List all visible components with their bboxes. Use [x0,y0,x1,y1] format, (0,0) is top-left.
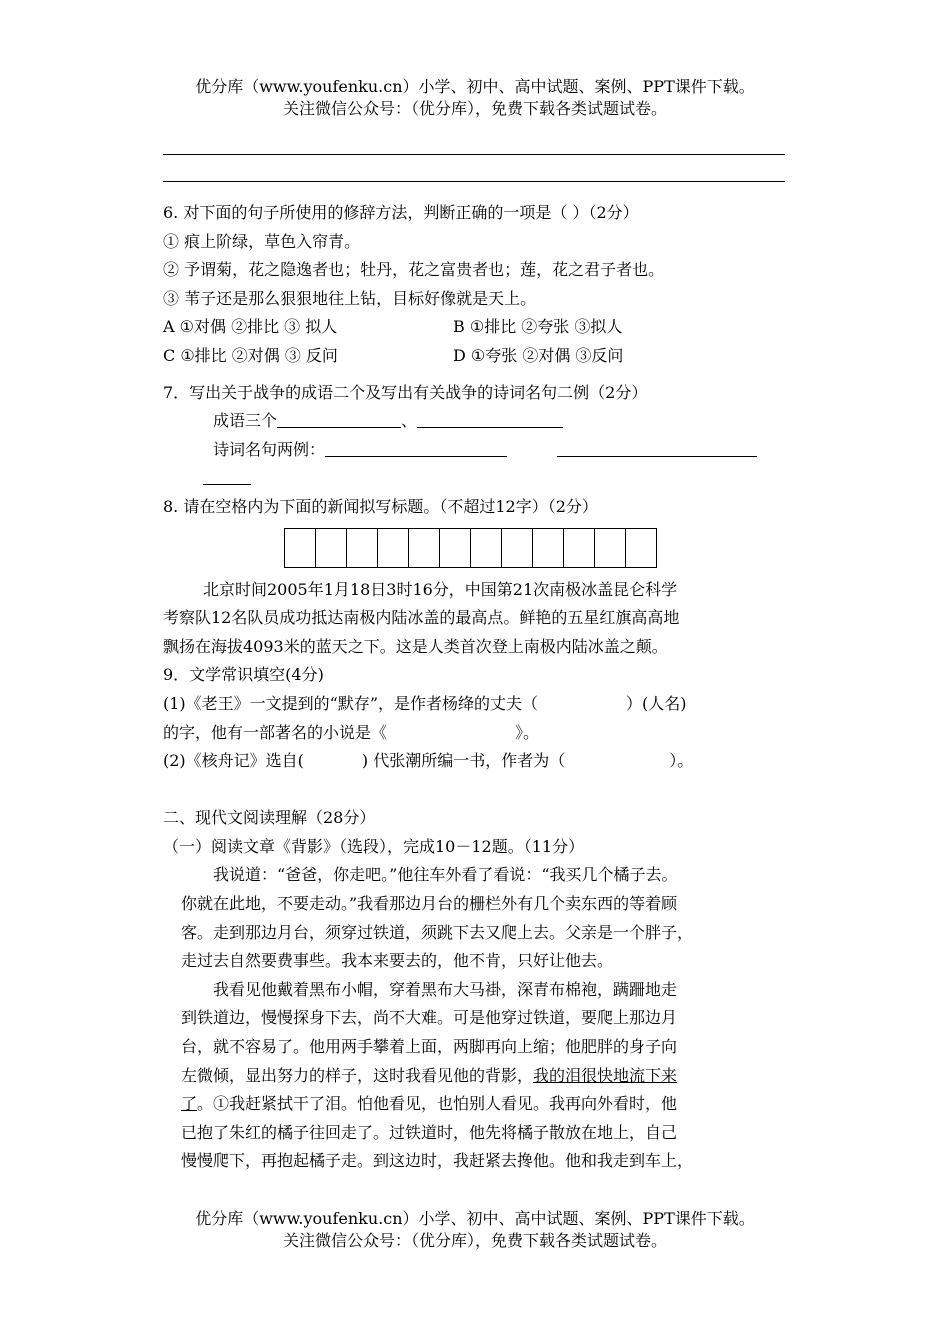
header-line-2: 关注微信公众号：（优分库），免费下载各类试题试卷。 [282,99,667,118]
page-footer [0,1208,950,1252]
q7-poem-line [163,436,787,465]
header-rule-2 [163,181,785,182]
passage-para-2-line-5-text: 。①我赶紧拭干了泪。怕他看见，也怕别人看见。我再向外看时，他 [197,1094,678,1114]
underlined-sentence: 我的泪很快地流下来 [533,1065,678,1085]
q7-poem-blank-continuation [163,464,787,493]
q9-part-2 [163,747,787,776]
q7-poem-blank-1[interactable] [325,438,507,457]
passage-para-2-line-2: 到铁道边，慢慢探身下去，尚不大难。可是他穿过铁道，要爬上那边月 [181,1008,678,1028]
passage-para-2-line-3: 台，就不容易了。他用两手攀着上面，两脚再向上缩；他肥胖的身子向 [181,1037,678,1057]
title-box[interactable] [594,528,626,568]
title-box[interactable] [532,528,564,568]
q7-poem-blank-2-tail[interactable] [203,466,251,485]
q6-option-a: A ①对偶 ②排比 ③ 拟人 [163,317,338,337]
q6-item-1: ① 痕上阶绿，草色入帘青。 [163,231,361,251]
q9-p2-text-a: (2)《核舟记》选自( [163,751,304,771]
q7-idiom-line [163,407,787,436]
title-box[interactable] [284,528,316,568]
title-box[interactable] [439,528,471,568]
title-box[interactable] [470,528,502,568]
q8-passage-line-3: 飘扬在海拔4093米的蓝天之下。这是人类首次登上南极内陆冰盖之颠。 [163,636,668,656]
q9-part-1-line-1 [163,690,787,719]
q7-stem: 7．写出关于战争的成语二个及写出有关战争的诗词名句二例（2分） [163,382,648,402]
passage-para-1-line-2: 你就在此地，不要走动。”我看那边月台的栅栏外有几个卖东西的等着顾 [181,894,678,914]
q7-idiom-separator: 、 [401,411,418,431]
q6-options-row-2 [163,342,787,371]
footer-line-2: 关注微信公众号：（优分库），免费下载各类试题试卷。 [282,1231,667,1250]
title-box[interactable] [377,528,409,568]
q6-option-d: D ①夸张 ②对偶 ③反问 [453,345,624,365]
passage-para-2-line-7: 慢慢爬下，再抱起橘子走。到这边时，我赶紧去搀他。他和我走到车上， [181,1151,694,1171]
passage-para-2-line-1: 我看见他戴着黑布小帽，穿着黑布大马褂，深青布棉袍，蹒跚地走 [213,979,678,999]
section-2-title: 二、现代文阅读理解（28分） [163,808,376,828]
title-box[interactable] [563,528,595,568]
q6-stem: 6. 对下面的句子所使用的修辞方法，判断正确的一项是（ ）（2分） [163,203,639,222]
q9-p2-text-b: ) 代张潮所编一书，作者为（ [361,751,566,771]
passage-para-2-line-4 [163,1062,787,1091]
passage-para-1-line-1: 我说道：“爸爸，你走吧。”他往车外看了看说：“我买几个橘子去。 [213,865,678,885]
title-box[interactable] [625,528,657,568]
passage-para-2-line-5 [163,1090,787,1119]
q9-p1-text-d: 》。 [515,722,540,742]
q9-part-1-line-2 [163,719,787,748]
q9-stem: 9．文学常识填空(4分) [163,665,324,685]
passage-para-1-line-4: 走过去自然要费事些。我本来要去的，他不肯，只好让他去。 [181,951,614,971]
passage-para-2-line-4-text: 左微倾，显出努力的样子，这时我看见他的背影， [181,1065,534,1085]
header-line-1: 优分库（www.youfenku.cn）小学、初中、高中试题、案例、PPT课件下载。 [195,77,755,96]
underlined-sentence-end: 了 [181,1094,198,1114]
exam-content [163,199,787,1176]
q8-stem: 8. 请在空格内为下面的新闻拟写标题。（不超过12字）（2分） [163,496,598,516]
q9-p2-text-c: ）。 [669,751,694,771]
passage-para-2-line-6: 已抱了朱红的橘子往回走了。过铁道时，他先将橘子散放在地上，自己 [181,1122,678,1142]
q7-poem-blank-2[interactable] [557,438,757,457]
q6-item-3: ③ 苇子还是那么狠狠地往上钻，目标好像就是天上。 [163,288,537,308]
footer-line-1: 优分库（www.youfenku.cn）小学、初中、高中试题、案例、PPT课件下载。 [195,1209,755,1228]
q6-options-row-1 [163,313,787,342]
q6-option-c: C ①排比 ②对偶 ③ 反问 [163,345,338,365]
q9-p1-text-c: 的字，他有一部著名的小说是《 [163,722,388,742]
header-rule-1 [163,154,785,155]
q9-p1-text-b: ）(人名) [626,693,687,713]
q7-idiom-blank-2[interactable] [417,409,563,428]
q7-poem-label: 诗词名句两例： [213,439,326,459]
title-box[interactable] [346,528,378,568]
q6-item-2: ② 予谓菊，花之隐逸者也；牡丹，花之富贵者也；莲，花之君子者也。 [163,260,665,280]
q8-title-boxes [163,528,787,576]
q9-p1-text-a: (1)《老王》一文提到的“默存”，是作者杨绛的丈夫（ [163,693,539,713]
title-box[interactable] [408,528,440,568]
q7-idiom-label: 成语三个 [213,411,278,431]
passage-para-1-line-3: 客。走到那边月台，须穿过铁道，须跳下去又爬上去。父亲是一个胖子， [181,922,694,942]
title-box[interactable] [501,528,533,568]
q8-passage-line-1: 北京时间2005年1月18日3时16分，中国第21次南极冰盖昆仑科学 [203,579,678,599]
q7-idiom-blank-1[interactable] [277,409,401,428]
page-header [0,76,950,120]
section-2-subtitle: （一）阅读文章《背影》（选段），完成10－12题。（11分） [163,836,585,856]
q6-option-b: B ①排比 ②夸张 ③拟人 [453,317,623,337]
q8-passage-line-2: 考察队12名队员成功抵达南极内陆冰盖的最高点。鲜艳的五星红旗高高地 [163,608,680,628]
title-box[interactable] [315,528,347,568]
